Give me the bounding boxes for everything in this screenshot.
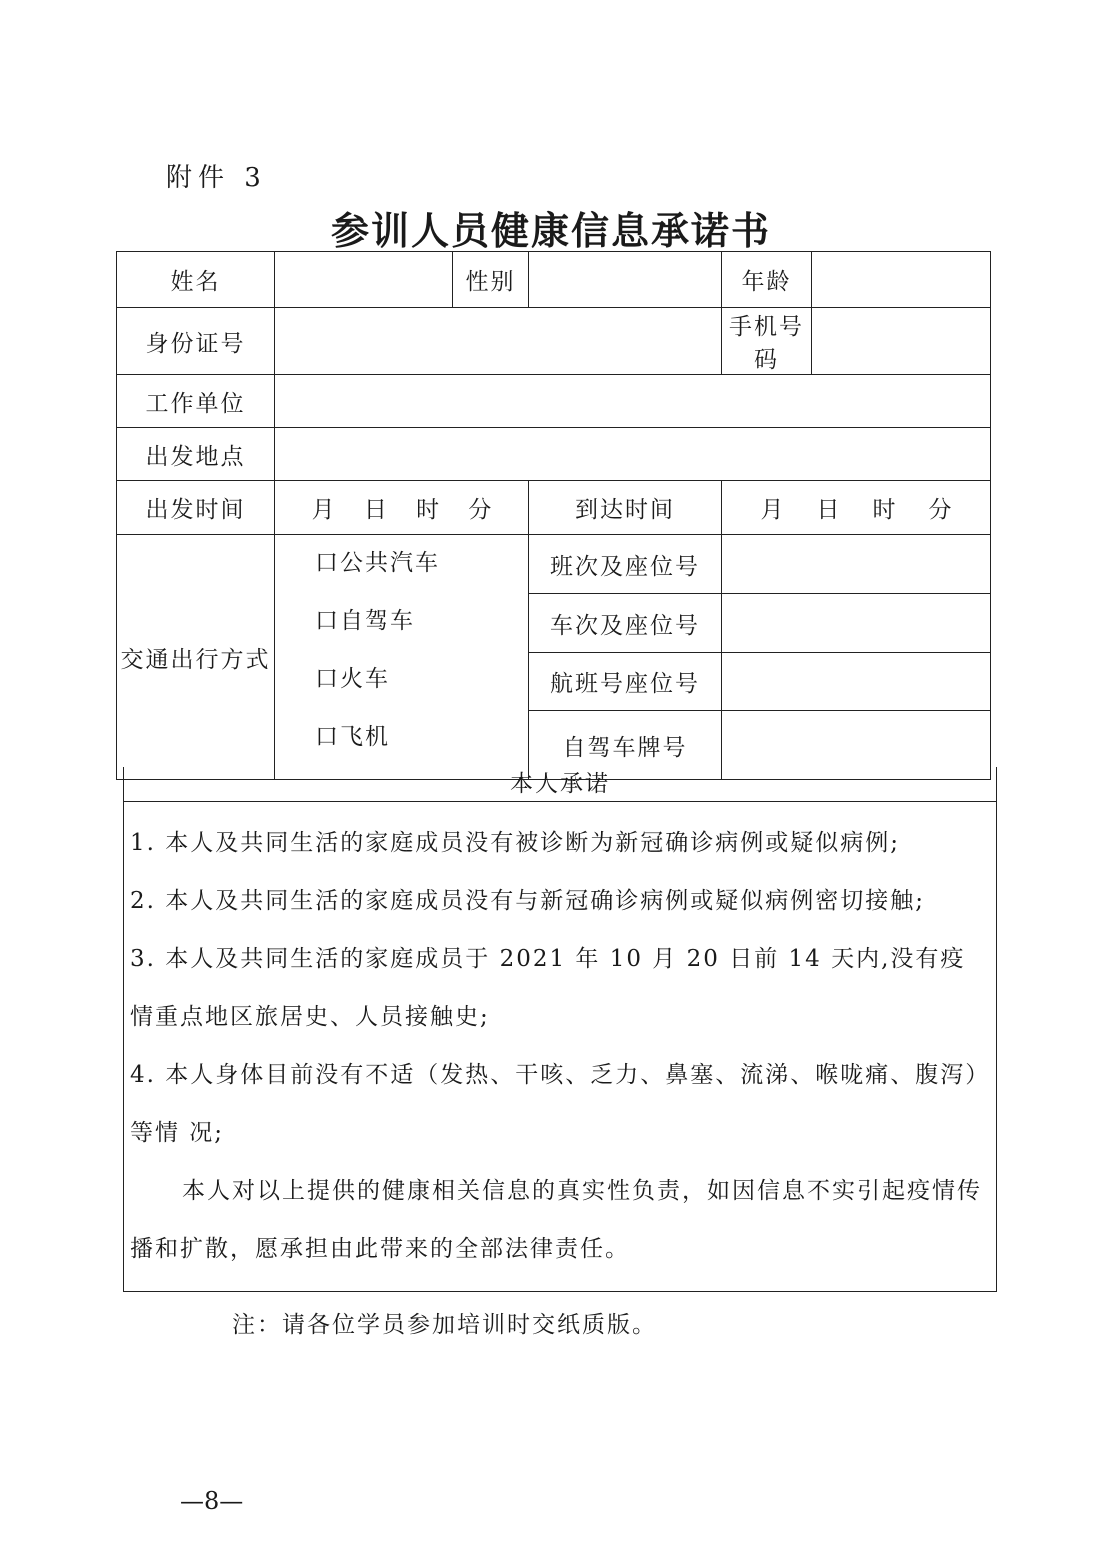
pledge-statement: 本人对以上提供的健康相关信息的真实性负责，如因信息不实引起疫情传播和扩散，愿承担由此带来的全部法律责任。 bbox=[130, 1178, 982, 1262]
id-number-field[interactable] bbox=[275, 308, 722, 375]
hour-unit: 时 bbox=[872, 497, 896, 523]
gender-label: 性别 bbox=[453, 252, 529, 308]
gender-field[interactable] bbox=[529, 252, 722, 308]
departure-place-field[interactable] bbox=[275, 428, 991, 481]
option-train[interactable]: 口火车 bbox=[315, 666, 390, 692]
transport-label: 交通出行方式 bbox=[117, 535, 275, 780]
pledge-item: 4. 本人身体目前没有不适（发热、干咳、乏力、鼻塞、流涕、喉咙痛、腹泻）等情 况; bbox=[130, 1062, 979, 1146]
name-field[interactable] bbox=[275, 252, 453, 308]
day-unit: 日 bbox=[363, 497, 387, 523]
pledge-item: 1. 本人及共同生活的家庭成员没有被诊断为新冠确诊病例或疑似病例; bbox=[130, 830, 901, 856]
option-plane[interactable]: 口飞机 bbox=[315, 724, 390, 750]
page-title: 参训人员健康信息承诺书 bbox=[330, 209, 771, 253]
arrival-time-field[interactable] bbox=[722, 481, 991, 535]
footnote: 注：请各位学员参加培训时交纸质版。 bbox=[232, 1312, 657, 1338]
transport-options bbox=[275, 535, 529, 780]
train-seat-field[interactable] bbox=[722, 594, 991, 653]
page-number: —8— bbox=[180, 1487, 244, 1515]
flight-seat-label: 航班号座位号 bbox=[529, 653, 722, 711]
pledge-item: 2. 本人及共同生活的家庭成员没有与新冠确诊病例或疑似病例密切接触; bbox=[130, 888, 926, 914]
name-label: 姓名 bbox=[117, 252, 275, 308]
departure-time-label: 出发时间 bbox=[117, 481, 275, 535]
pledge-item: 3. 本人及共同生活的家庭成员于 2021 年 10 月 20 日前 14 天内,没有疫情重点地区旅居史、人员接触史; bbox=[130, 946, 966, 1030]
age-label: 年龄 bbox=[722, 252, 812, 308]
day-unit: 日 bbox=[816, 497, 840, 523]
train-seat-label: 车次及座位号 bbox=[529, 594, 722, 653]
option-bus[interactable]: 口公共汽车 bbox=[315, 550, 440, 576]
hour-unit: 时 bbox=[416, 497, 440, 523]
age-field[interactable] bbox=[812, 252, 991, 308]
month-unit: 月 bbox=[311, 497, 335, 523]
arrival-time-label: 到达时间 bbox=[529, 481, 722, 535]
pledge-section bbox=[123, 767, 997, 1292]
flight-seat-field[interactable] bbox=[722, 653, 991, 711]
minute-unit: 分 bbox=[928, 497, 952, 523]
phone-field[interactable] bbox=[812, 308, 991, 375]
plate-number-label: 自驾车牌号 bbox=[529, 711, 722, 780]
option-self-drive[interactable]: 口自驾车 bbox=[315, 608, 415, 634]
pledge-items bbox=[124, 802, 996, 1278]
bus-seat-field[interactable] bbox=[722, 535, 991, 594]
month-unit: 月 bbox=[760, 497, 784, 523]
attachment-label: 附件 3 bbox=[166, 163, 267, 193]
departure-time-field[interactable] bbox=[275, 481, 529, 535]
departure-place-label: 出发地点 bbox=[117, 428, 275, 481]
work-unit-label: 工作单位 bbox=[117, 375, 275, 428]
phone-label: 手机号码 bbox=[722, 308, 812, 375]
work-unit-field[interactable] bbox=[275, 375, 991, 428]
info-form bbox=[116, 251, 990, 767]
pledge-heading: 本人承诺 bbox=[124, 767, 996, 802]
bus-seat-label: 班次及座位号 bbox=[529, 535, 722, 594]
minute-unit: 分 bbox=[468, 497, 492, 523]
id-number-label: 身份证号 bbox=[117, 308, 275, 375]
